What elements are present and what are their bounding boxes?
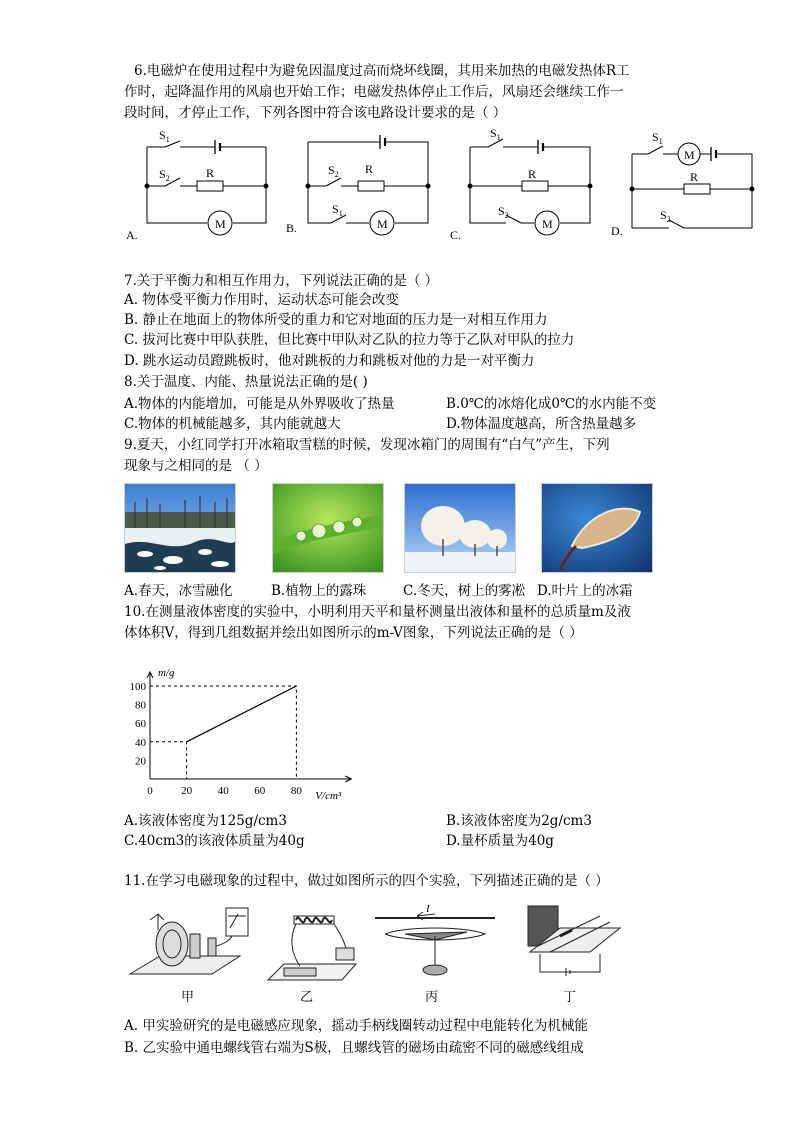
- svg-text:S1: $S_1$: [332, 202, 343, 218]
- svg-text:S1: $S_1$: [159, 128, 170, 144]
- svg-text:S1: $S_1$: [490, 126, 501, 142]
- m-v-chart: [120, 645, 390, 803]
- q10-stem-line-1: 10.在测量液体密度的实验中，小明利用天平和量杯测量出液体和量杯的总质量m及液: [124, 604, 631, 620]
- option-a-label: A.: [126, 228, 138, 242]
- figure-label-ding: 丁: [563, 989, 577, 1004]
- q7-stem: 7.关于平衡力和相互作用力，下列说法正确的是（ ）: [124, 273, 439, 289]
- x-tick-label: 40: [217, 785, 229, 797]
- x-tick-label: 20: [181, 785, 193, 797]
- q6-stem-line-1: 6.电磁炉在使用过程中为避免因温度过高而烧坏线圈，其用来加热的电磁发热体R工: [134, 63, 630, 79]
- dashed-guide-line: [150, 742, 187, 779]
- dew-drops-photo: [272, 483, 384, 573]
- circuit-a: [145, 140, 268, 235]
- svg-text:M: M: [377, 217, 388, 231]
- figure-label-jia: 甲: [181, 989, 195, 1004]
- q7-option-c: C. 拔河比赛中甲队获胜，但比赛中甲队对乙队的拉力等于乙队对甲队的拉力: [124, 332, 575, 348]
- circuit-c: [468, 139, 592, 235]
- q10-option-d: D.量杯质量为40g: [446, 833, 554, 849]
- option-c-label: C.: [450, 228, 462, 242]
- x-tick-label: 0: [147, 785, 153, 797]
- q9-stem-line-2: 现象与之相同的是 （ ）: [124, 458, 268, 474]
- snow-melting-photo: [124, 483, 236, 573]
- svg-text:S1: $S_1$: [652, 130, 663, 146]
- q8-stem: 8.关于温度、内能、热量说法正确的是( ): [124, 374, 368, 390]
- q11-experiment-figures: [120, 896, 640, 1008]
- q9-option-a: A.春天，冰雪融化: [124, 583, 233, 599]
- svg-text:R: R: [528, 167, 537, 181]
- q7-option-a: A. 物体受平衡力作用时，运动状态可能会改变: [124, 292, 399, 308]
- y-tick-label: 20: [135, 755, 146, 768]
- rime-trees-photo: [404, 483, 516, 573]
- frost-leaf-photo: [541, 483, 653, 573]
- x-axis-label: V/cm³: [315, 790, 342, 802]
- svg-text:S2: $S_2$: [660, 208, 671, 224]
- y-tick-label: 80: [135, 699, 146, 712]
- q10-option-c: C.40cm3的该液体质量为40g: [124, 833, 305, 849]
- q8-option-c: C.物体的机械能越多，其内能就越大: [124, 416, 341, 432]
- svg-text:S2: $S_2$: [159, 167, 170, 183]
- q9-option-d: D.叶片上的冰霜: [537, 583, 633, 599]
- q6-stem-line-3: 段时间，才停止工作，下列各图中符合该电路设计要求的是（ ）: [124, 105, 507, 121]
- y-tick-label: 40: [135, 736, 146, 749]
- y-tick-label: 60: [135, 718, 146, 731]
- circuit-b: [306, 135, 430, 235]
- svg-text:R: R: [365, 162, 374, 176]
- q10-option-b: B.该液体密度为2g/cm3: [446, 813, 592, 829]
- figure-jia-generator: [130, 908, 248, 974]
- x-tick-label: 60: [254, 785, 266, 797]
- q8-option-a: A.物体的内能增加，可能是从外界吸收了热量: [124, 396, 395, 412]
- q11-option-b: B. 乙实验中通电螺线管右端为S极，且螺线管的磁场由疏密不同的磁感线组成: [124, 1040, 584, 1056]
- svg-text:M: M: [215, 217, 226, 231]
- svg-text:I: I: [426, 903, 430, 915]
- q9-option-b: B.植物上的露珠: [271, 583, 367, 599]
- figure-bing-oersted: [375, 912, 495, 975]
- x-tick-label: 80: [290, 785, 302, 797]
- option-d-label: D.: [611, 224, 623, 238]
- q7-option-b: B. 静止在地面上的物体所受的重力和它对地面的压力是一对相互作用力: [124, 312, 548, 328]
- figure-yi-solenoid: [268, 916, 356, 980]
- svg-text:S2: $S_2$: [328, 163, 339, 179]
- q10-stem-line-2: 体体积V，得到几组数据并绘出如图所示的m-V图象，下列说法正确的是（ ）: [124, 625, 583, 641]
- figure-ding-rails: [528, 906, 620, 976]
- svg-text:R: R: [690, 170, 699, 184]
- svg-text:M: M: [684, 148, 695, 162]
- q9-option-c: C.冬天，树上的雾凇: [403, 583, 526, 599]
- data-series-line: [187, 686, 297, 742]
- q8-option-b: B.0℃的冰熔化成0℃的水内能不变: [446, 396, 657, 412]
- option-b-label: B.: [286, 221, 298, 235]
- q9-stem-line-1: 9.夏天，小红同学打开冰箱取雪糕的时候，发现冰箱门的周围有“白气”产生，下列: [124, 437, 610, 453]
- q7-option-d: D. 跳水运动员蹬跳板时，他对跳板的力和跳板对他的力是一对平衡力: [124, 353, 535, 369]
- svg-text:M: M: [542, 217, 553, 231]
- q8-option-d: D.物体温度越高，所含热量越多: [446, 416, 637, 432]
- svg-text:R: R: [206, 166, 215, 180]
- q6-circuit-diagrams: [120, 125, 780, 245]
- y-axis-label: m/g: [158, 667, 175, 680]
- q11-option-a: A. 甲实验研究的是电磁感应现象，摇动手柄线圈转动过程中电能转化为机械能: [124, 1018, 588, 1034]
- svg-text:S2: $S_2$: [498, 204, 509, 220]
- y-tick-label: 100: [129, 681, 146, 693]
- q10-option-a: A.该液体密度为125g/cm3: [124, 813, 287, 829]
- figure-label-bing: 丙: [425, 989, 439, 1004]
- dashed-guide-line: [150, 686, 296, 779]
- q11-stem: 11.在学习电磁现象的过程中，做过如图所示的四个实验，下列描述正确的是（ ）: [124, 873, 609, 889]
- figure-label-yi: 乙: [300, 989, 314, 1004]
- q6-stem-line-2: 作时，起降温作用的风扇也开始工作；电磁发热体停止工作后，风扇还会继续工作一: [124, 84, 624, 100]
